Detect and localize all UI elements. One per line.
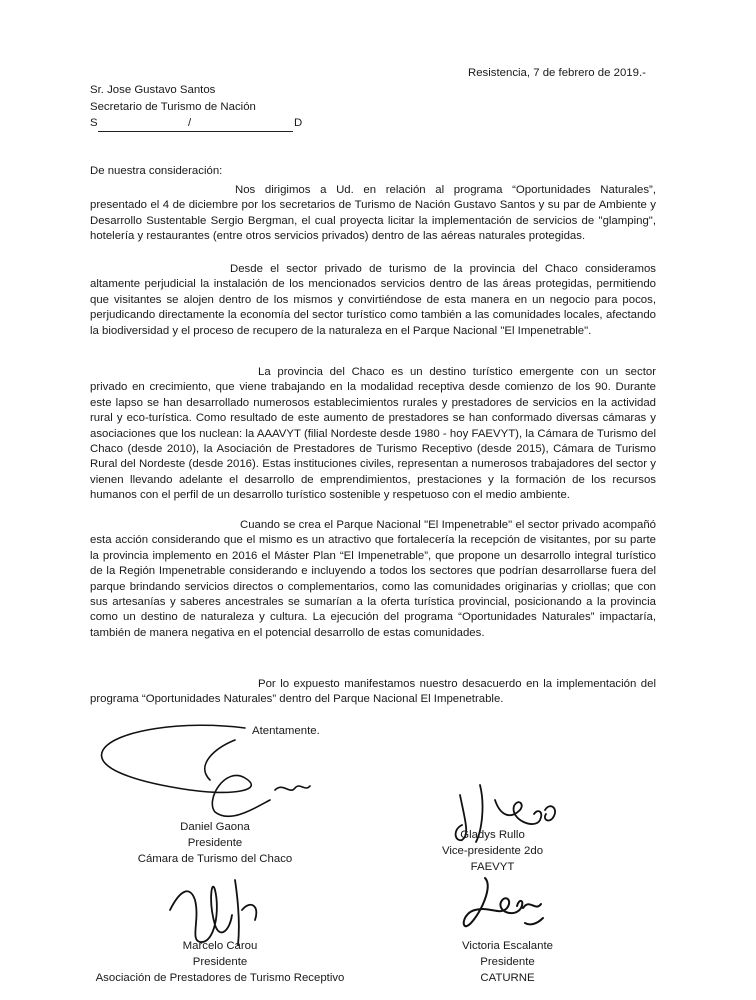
signature-daniel-gaona (95, 720, 335, 830)
signatory-2-name: Gladys Rullo (460, 829, 525, 841)
signatory-3-org: Asociación de Prestadores de Turismo Receptivo (95, 972, 345, 984)
signatory-3-name: Marcelo Carou (182, 940, 258, 952)
signatory-1 (110, 819, 320, 867)
recipient-d: D (294, 117, 303, 129)
place-date: Resistencia, 7 de febrero de 2019.- (468, 67, 646, 79)
paragraph-3-text: La provincia del Chaco es un destino turístico emergente con un sector privado en crecimiento, que viene trabajando en la modalidad receptiva desde comienzo de los 90. Durante este lapso se han desarrollado numerosos establecimientos rurales y prestadores de servicios en la actividad rural y eco-turística. Como resultado de este aumento de prestadores se han conformado diversas cámaras y asociaciones que los nuclean: la AAAVYT (filial Nordeste desde 1980 - hoy FAEVYT), la Cámara de Turismo del Chaco (desde 2010), la Asociación de Prestadores de Turismo Receptivo (desde 2015), Cámara de Turismo Rural del Nordeste (desde 2016). Estas instituciones civiles, representan a numerosos trabajadores del sector y vienen llevando adelante el desarrollo de emprendimientos, prestaciones y la formación de los recursos humanos con el perfil de un desarrollo turístico sostenible y respetuoso con el medio ambiente. (90, 366, 656, 502)
recipient-s-d-line (90, 117, 305, 133)
signatory-1-role: Presidente (187, 837, 243, 849)
underline (98, 131, 293, 132)
signatory-2-org: FAEVYT (470, 861, 515, 873)
paragraph-4 (90, 518, 656, 641)
signatory-3 (70, 938, 370, 986)
signatory-2-role: Vice-presidente 2do (441, 845, 544, 857)
signature-victoria-escalante (455, 868, 565, 938)
signatory-4-org: CATURNE (480, 972, 535, 984)
paragraph-2-text: Desde el sector privado de turismo de la provincia del Chaco consideramos altamente perjudicial la instalación de los mencionados servicios dentro de las áreas protegidas, permitiendo que visitantes se alojen dentro de los mismos y convirtiéndose de esta manera en un negocio para pocos, perjudicando directamente la economía del sector turístico como también a las comunidades locales, afectando la biodiversidad y el proceso de recupero de la naturaleza en el Parque Nacional "El Impenetrable". (90, 263, 656, 337)
signatory-4 (425, 938, 590, 986)
recipient-title: Secretario de Turismo de Nación (90, 101, 256, 113)
closing: Atentamente. (252, 725, 320, 737)
paragraph-5 (90, 677, 656, 708)
recipient-name: Sr. Jose Gustavo Santos (90, 84, 216, 96)
recipient-slash: / (188, 117, 192, 129)
paragraph-5-text: Por lo expuesto manifestamos nuestro desacuerdo en la implementación del programa “Oportunidades Naturales” dentro del Parque Nacional El Impenetrable. (90, 678, 656, 706)
signatory-3-role: Presidente (192, 956, 248, 968)
signatory-4-name: Victoria Escalante (462, 940, 553, 952)
paragraph-3 (90, 365, 656, 504)
paragraph-1-text: Nos dirigimos a Ud. en relación al programa “Oportunidades Naturales”, presentado el 4 de diciembre por los secretarios de Turismo de Nación Gustavo Santos y su par de Ambiente y Desarrollo Sustentable Sergio Bergman, el cual proyecta licitar la implementación de servicios de "glamping", hotelería y restaurantes (entre otros servicios privados) dentro de las aéreas naturales protegidas. (90, 184, 656, 243)
recipient-s: S (90, 117, 98, 129)
paragraph-4-text: Cuando se crea el Parque Nacional "El Impenetrable" el sector privado acompañó esta acción considerando que el mismo es un atractivo que fortalecería la recepción de visitantes, por su parte la provincia implemento en 2016 el Máster Plan “El Impenetrable”, que propone un desarrollo integral turístico de la Región Impenetrable considerando e incluyendo a todos los sectores que podrían desarrollarse fuera del parque brindando servicios directos o complementarios, como las comunidades originarias y criollas; que con sus artesanías y saberes ancestrales se sumarían a la oferta turística provincial, posicionando a la provincia como un destino de naturaleza y cultura. La ejecución del programa “Oportunidades Naturales” impactaría, también de manera negativa en el potencial desarrollo de estas comunidades. (90, 519, 656, 639)
salutation: De nuestra consideración: (90, 165, 223, 177)
signatory-4-role: Presidente (480, 956, 535, 968)
signatory-1-name: Daniel Gaona (180, 821, 250, 833)
paragraph-2 (90, 262, 656, 339)
signatory-1-org: Cámara de Turismo del Chaco (137, 853, 293, 865)
paragraph-1 (90, 183, 656, 245)
